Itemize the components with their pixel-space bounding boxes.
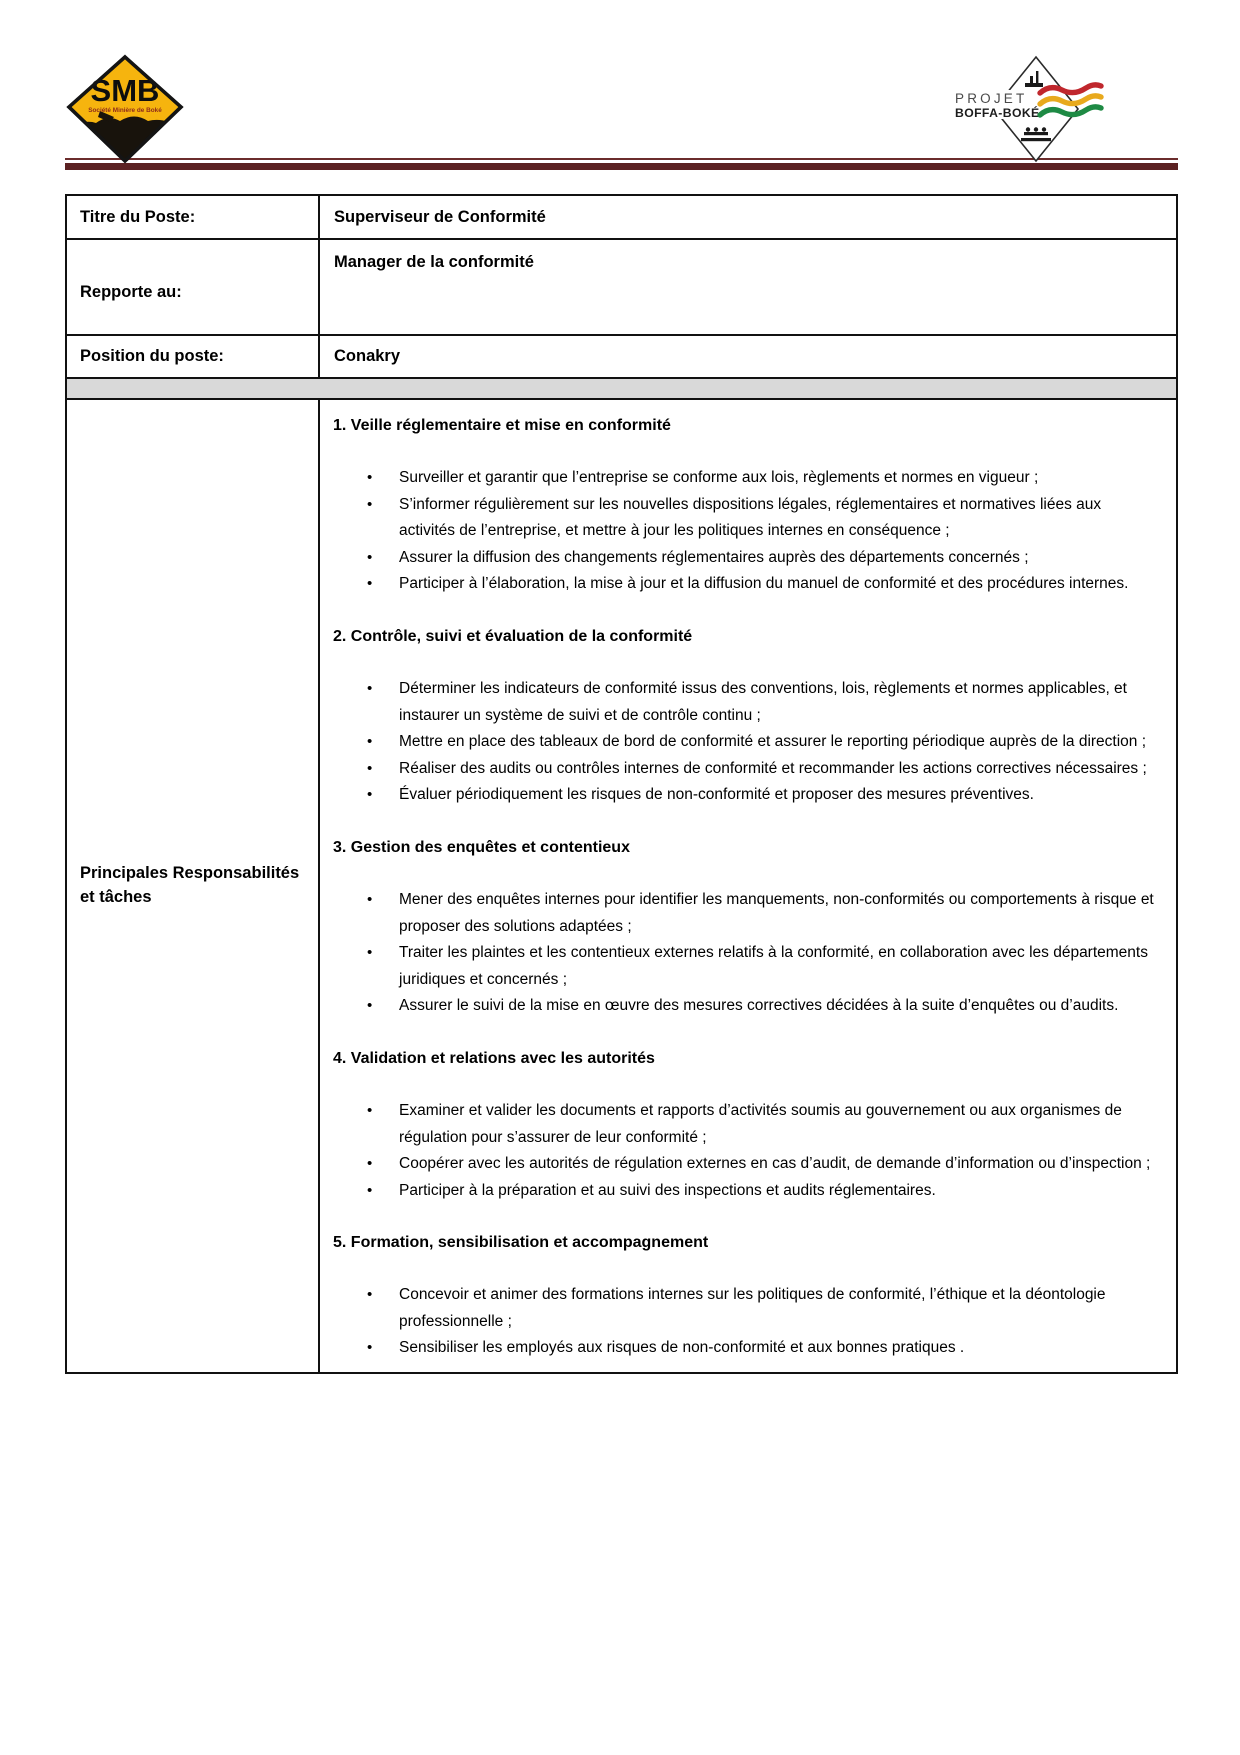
bullet-list <box>333 465 1160 598</box>
responsibilities-row <box>66 399 1177 1373</box>
field-value-position-du-poste: Conakry <box>319 335 1177 378</box>
section-formation-sensibilisation <box>333 1230 1160 1362</box>
responsibilities-label: Principales Responsabilités et tâches <box>66 399 319 1373</box>
separator-row <box>66 378 1177 399</box>
bullet-item: • Traiter les plaintes et les contentieux externes relatifs à la conformité, en collaboration avec les départements juridiques et concernés ; <box>333 940 1160 993</box>
bullet-item: • Assurer la diffusion des changements réglementaires auprès des départements concernés ; <box>333 545 1160 572</box>
table-row <box>66 239 1177 335</box>
section-controle-suivi <box>333 624 1160 809</box>
bullet-list <box>333 887 1160 1020</box>
bullet-item: • Déterminer les indicateurs de conformité issus des conventions, lois, règlements et normes applicables, et instaurer un système de suivi et de contrôle continu ; <box>333 676 1160 729</box>
bullet-list <box>333 676 1160 809</box>
section-validation-autorites <box>333 1046 1160 1204</box>
boffa-boke-word: BOFFA-BOKÉ <box>955 106 1040 120</box>
table-row <box>66 195 1177 239</box>
bullet-item: • Coopérer avec les autorités de régulation externes en cas d’audit, de demande d’information ou d’inspection ; <box>333 1151 1160 1178</box>
smb-subtitle: Société Minière de Boké <box>88 107 162 114</box>
responsibilities-content <box>319 399 1177 1373</box>
separator-cell <box>66 378 1177 399</box>
field-value-titre-du-poste: Superviseur de Conformité <box>319 195 1177 239</box>
boffa-boke-logo <box>952 52 1104 166</box>
field-label-repporte-au: Repporte au: <box>66 239 319 335</box>
section-title: 4. Validation et relations avec les autorités <box>333 1049 655 1067</box>
field-label-position-du-poste: Position du poste: <box>66 335 319 378</box>
smb-acronym: SMB <box>90 73 160 108</box>
bullet-item: • Réaliser des audits ou contrôles internes de conformité et recommander les actions correctives nécessaires ; <box>333 756 1160 783</box>
job-description-table <box>65 194 1178 1374</box>
section-title: 3. Gestion des enquêtes et contentieux <box>333 838 630 856</box>
bullet-list <box>333 1282 1160 1362</box>
bullet-item: • Mettre en place des tableaux de bord de conformité et assurer le reporting périodique auprès de la direction ; <box>333 729 1160 756</box>
project-word: PROJET <box>955 91 1028 106</box>
bullet-item: • S’informer régulièrement sur les nouvelles dispositions légales, réglementaires et normatives liées aux activités de l’entreprise, et mettre à jour les politiques internes en conséquence ; <box>333 492 1160 545</box>
bullet-list <box>333 1098 1160 1204</box>
section-title: 2. Contrôle, suivi et évaluation de la conformité <box>333 627 693 645</box>
smb-logo <box>66 54 184 164</box>
bullet-item: • Surveiller et garantir que l’entreprise se conforme aux lois, règlements et normes en vigueur ; <box>333 465 1160 492</box>
document-header <box>0 0 1240 156</box>
field-label-titre-du-poste: Titre du Poste: <box>66 195 319 239</box>
section-gestion-enquetes <box>333 835 1160 1020</box>
bullet-item: • Sensibiliser les employés aux risques de non-conformité et aux bonnes pratiques . <box>333 1335 1160 1362</box>
bullet-item: • Mener des enquêtes internes pour identifier les manquements, non-conformités ou comportements à risque et proposer des solutions adaptées ; <box>333 887 1160 940</box>
bullet-item: • Concevoir et animer des formations internes sur les politiques de conformité, l’éthique et la déontologie professionnelle ; <box>333 1282 1160 1335</box>
bullet-item: • Participer à l’élaboration, la mise à jour et la diffusion du manuel de conformité et des procédures internes. <box>333 571 1160 598</box>
section-veille-reglementaire <box>333 413 1160 598</box>
section-title: 5. Formation, sensibilisation et accompagnement <box>333 1234 709 1252</box>
section-title: 1. Veille réglementaire et mise en conformité <box>333 417 671 434</box>
field-value-repporte-au: Manager de la conformité <box>319 239 1177 335</box>
bullet-item: • Évaluer périodiquement les risques de non-conformité et proposer des mesures préventives. <box>333 782 1160 809</box>
bullet-item: • Examiner et valider les documents et rapports d’activités soumis au gouvernement ou aux organismes de régulation pour s’assurer de leur conformité ; <box>333 1098 1160 1151</box>
bullet-item: • Assurer le suivi de la mise en œuvre des mesures correctives décidées à la suite d’enquêtes ou d’audits. <box>333 993 1160 1020</box>
bullet-item: • Participer à la préparation et au suivi des inspections et audits réglementaires. <box>333 1178 1160 1205</box>
table-row <box>66 335 1177 378</box>
